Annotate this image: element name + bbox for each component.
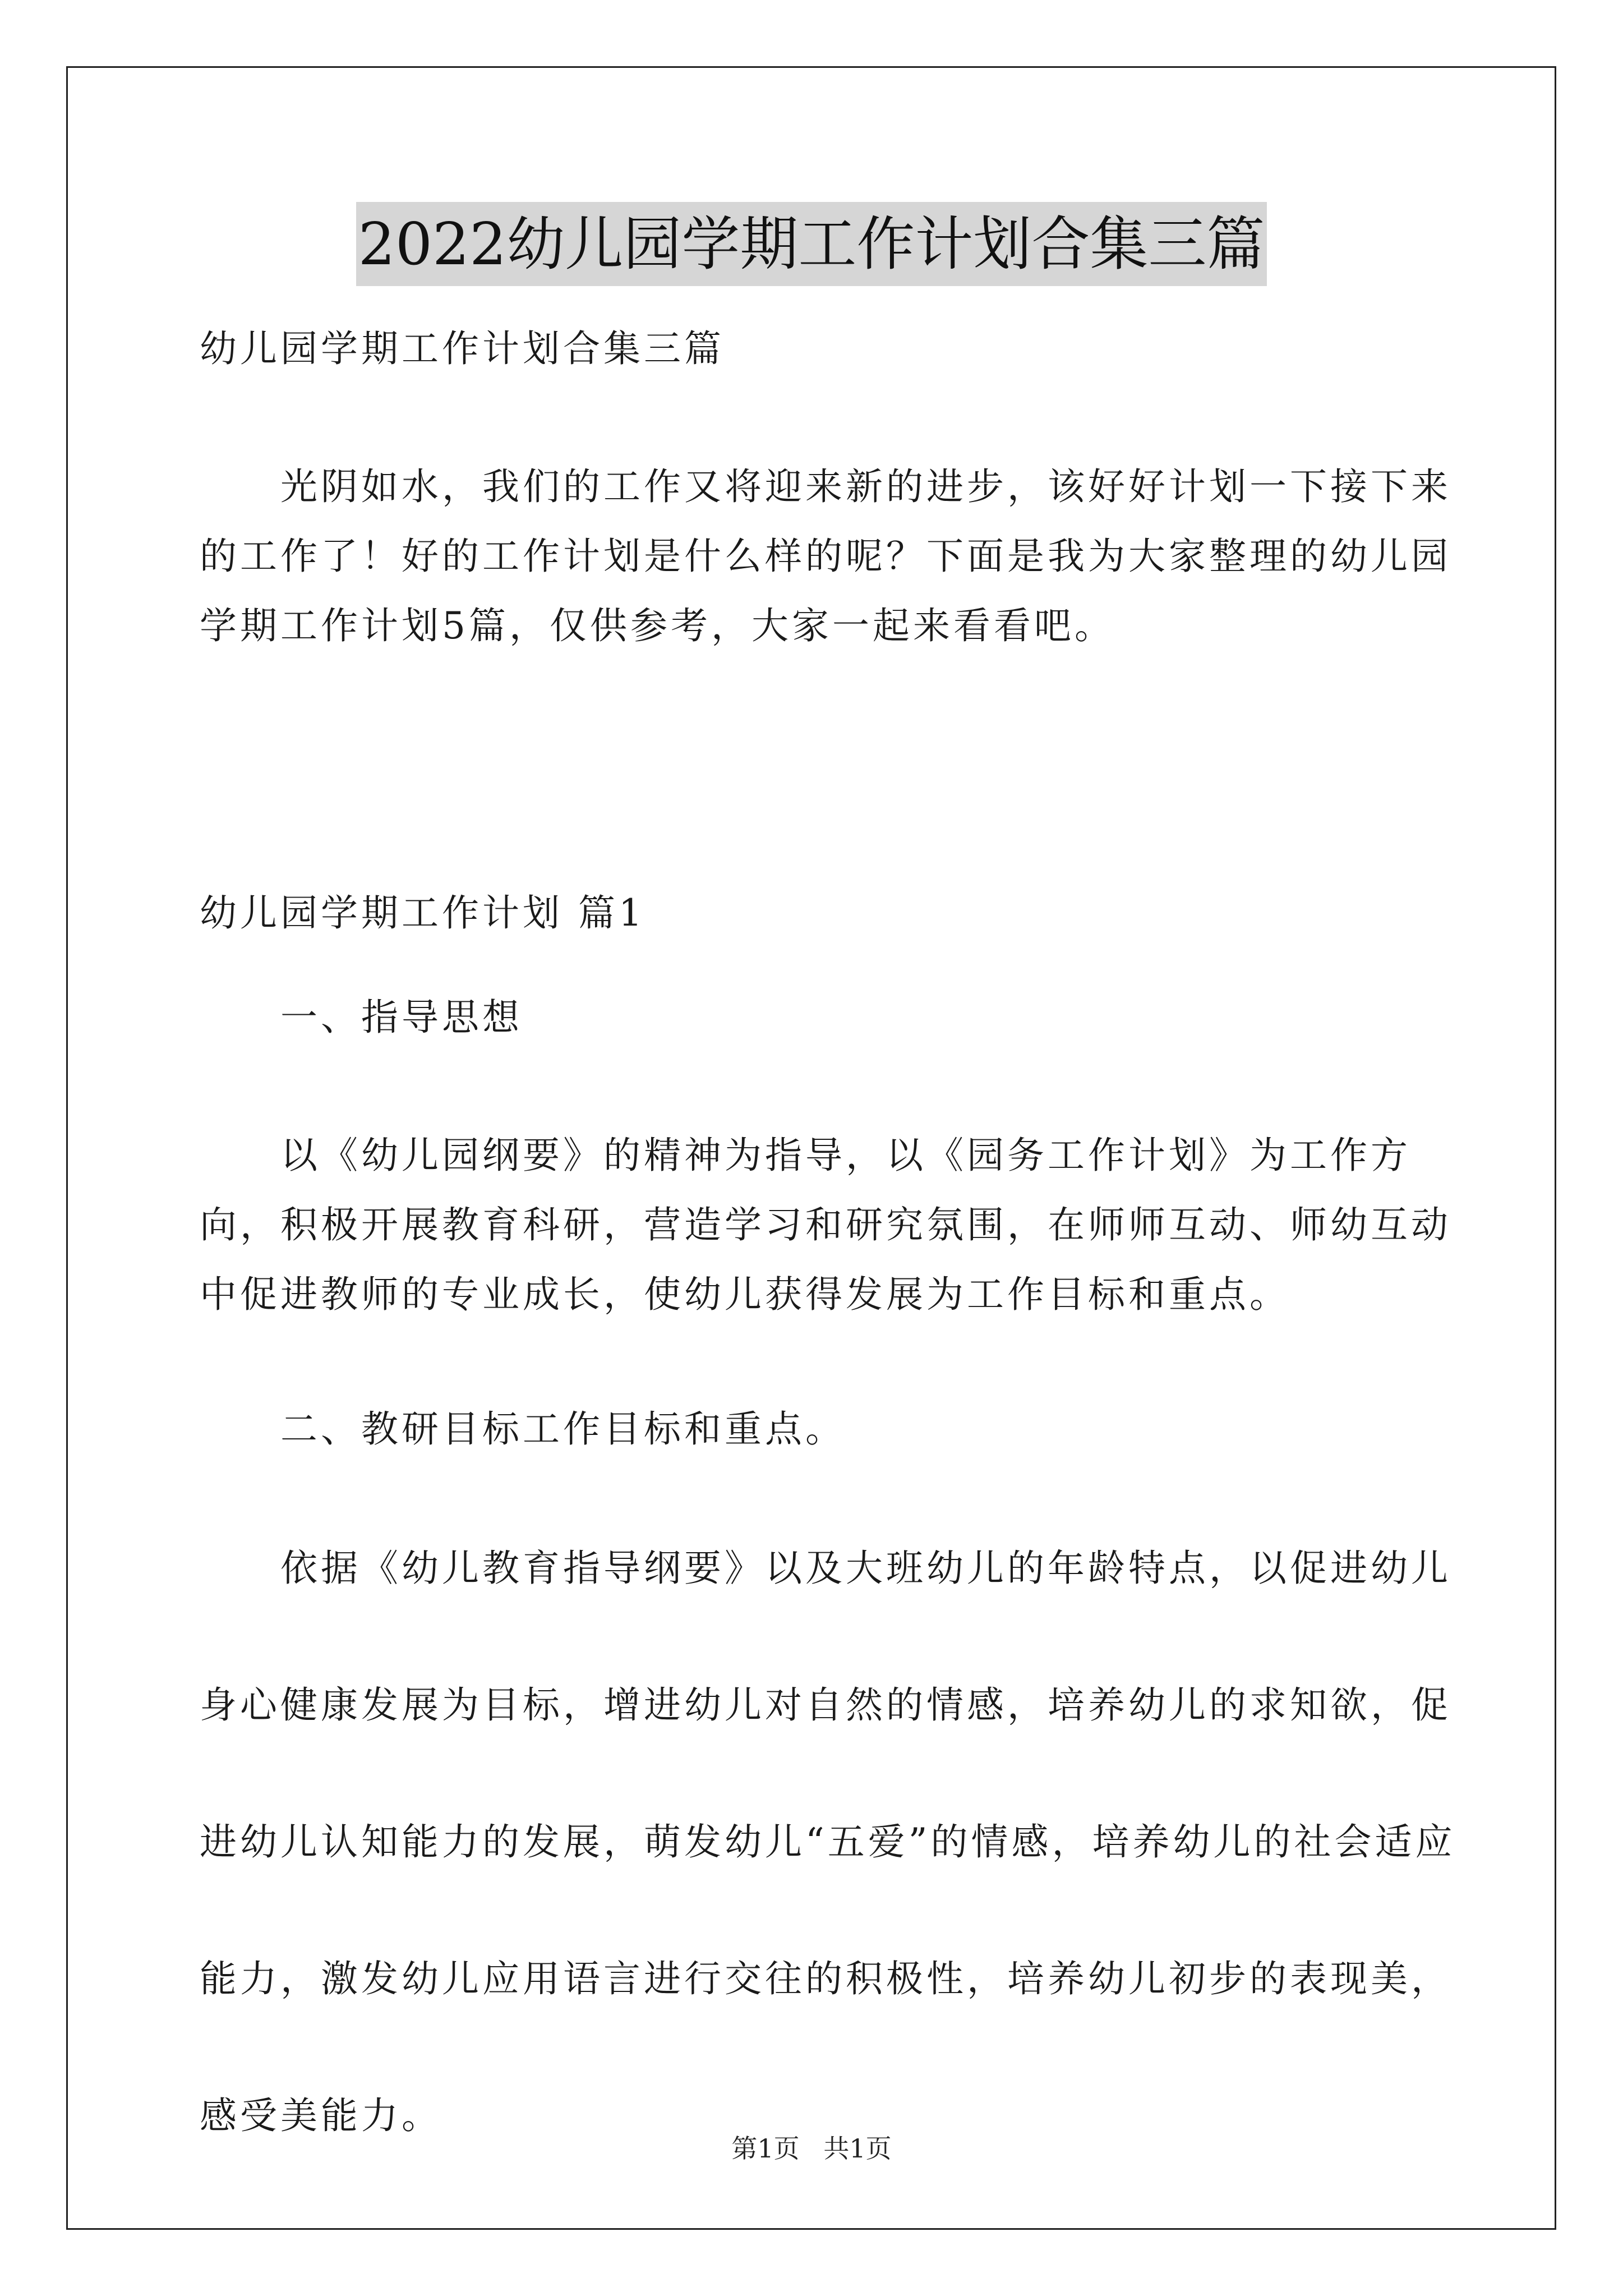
paragraph-research-goals: 依据《幼儿教育指导纲要》以及大班幼儿的年龄特点，以促进幼儿身心健康发展为目标，增进幼儿对自然的情感，培养幼儿的求知欲，促进幼儿认知能力的发展，萌发幼儿“五爱”的情感，培养幼儿的社会适应能力，激发幼儿应用语言进行交往的积极性，培养幼儿初步的表现美，感受美能力。: [200, 1547, 1456, 2137]
heading-research-goals: 二、教研目标工作目标和重点。: [280, 1407, 846, 1451]
page-number-current: 第1页: [731, 2133, 800, 2164]
section-heading: 幼儿园学期工作计划 篇1: [200, 891, 645, 935]
document-subtitle: 幼儿园学期工作计划合集三篇: [200, 327, 725, 370]
paragraph-guiding-ideology: 以《幼儿园纲要》的精神为指导，以《园务工作计划》为工作方向，积极开展教育科研，营造学习和研究氛围，在师师互动、师幼互动中促进教师的专业成长，使幼儿获得发展为工作目标和重点。: [200, 1134, 1451, 1316]
intro-paragraph: 光阴如水，我们的工作又将迎来新的进步，该好好计划一下接下来的工作了！好的工作计划是什么样的呢？下面是我为大家整理的幼儿园学期工作计划5篇，仅供参考，大家一起来看看吧。: [200, 465, 1451, 647]
page-footer: [0, 2132, 1623, 2165]
title-container: [0, 202, 1623, 286]
page-number-total: 共1页: [823, 2133, 892, 2164]
heading-guiding-ideology: 一、指导思想: [280, 996, 523, 1039]
document-title: 2022幼儿园学期工作计划合集三篇: [356, 202, 1267, 286]
